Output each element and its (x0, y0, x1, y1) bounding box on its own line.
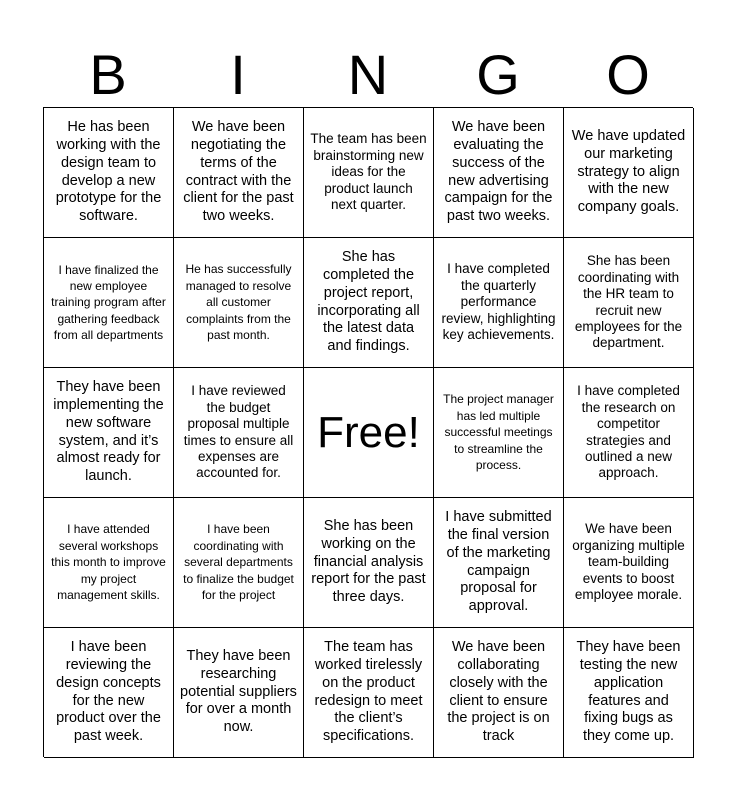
bingo-cell[interactable] (564, 498, 694, 628)
bingo-cell[interactable] (174, 108, 304, 238)
bingo-header (43, 44, 693, 106)
cell-text: They have been testing the new application features and fixing bugs as they come up. (576, 639, 681, 744)
bingo-cell[interactable] (304, 238, 434, 368)
bingo-cell[interactable] (564, 368, 694, 498)
cell-text: They have been researching potential suppliers for over a month now. (180, 648, 297, 736)
header-letter-i: I (230, 43, 246, 106)
cell-text: He has been working with the design team to develop a new prototype for the software. (55, 119, 162, 224)
bingo-cell[interactable] (434, 498, 564, 628)
cell-text: I have completed the research on competitor strategies and outlined a new approach. (577, 383, 680, 481)
cell-text: She has completed the project report, incorporating all the latest data and findings. (317, 249, 420, 354)
bingo-cell[interactable] (174, 238, 304, 368)
bingo-cell[interactable] (564, 628, 694, 758)
bingo-cell[interactable] (174, 628, 304, 758)
cell-text: They have been implementing the new software system, and it’s almost ready for launch. (53, 379, 164, 484)
bingo-cell[interactable] (304, 108, 434, 238)
bingo-cell[interactable] (44, 368, 174, 498)
cell-text: I have submitted the final version of the marketing campaign proposal for approval. (445, 509, 552, 614)
cell-text: She has been coordinating with the HR team to recruit new employees for the department. (574, 253, 683, 351)
cell-text: She has been working on the financial analysis report for the past three days. (311, 518, 426, 606)
bingo-cell[interactable] (304, 628, 434, 758)
header-letter-o: O (606, 43, 650, 106)
bingo-cell[interactable] (44, 628, 174, 758)
cell-text: I have attended several workshops this month to improve my project management skills. (51, 522, 166, 603)
cell-text: We have been evaluating the success of the new advertising campaign for the past two weeks. (444, 119, 553, 224)
cell-text: I have been coordinating with several departments to finalize the budget for the project (183, 522, 294, 603)
bingo-cell[interactable] (564, 108, 694, 238)
bingo-cell[interactable] (304, 498, 434, 628)
bingo-cell[interactable] (174, 498, 304, 628)
bingo-cell[interactable] (434, 368, 564, 498)
cell-text: We have updated our marketing strategy to align with the new company goals. (571, 128, 686, 216)
cell-text: I have reviewed the budget proposal multiple times to ensure all expenses are accounted for. (183, 383, 294, 481)
free-space-label: Free! (317, 407, 420, 457)
bingo-cell[interactable] (44, 108, 174, 238)
bingo-cell[interactable] (564, 238, 694, 368)
cell-text: The project manager has led multiple successful meetings to streamline the process. (443, 392, 554, 473)
bingo-board (43, 107, 693, 757)
bingo-cell[interactable] (434, 628, 564, 758)
cell-text: I have been reviewing the design concepts for the new product over the past week. (56, 639, 161, 744)
cell-text: We have been collaborating closely with the client to ensure the project is on track (447, 639, 550, 744)
cell-text: I have completed the quarterly performance review, highlighting key achievements. (441, 261, 556, 343)
header-letter-g: G (476, 43, 520, 106)
free-space-cell[interactable] (304, 368, 434, 498)
bingo-cell[interactable] (434, 238, 564, 368)
cell-text: The team has been brainstorming new ideas for the product launch next quarter. (310, 131, 427, 213)
header-letter-b: B (89, 43, 127, 106)
cell-text: The team has worked tirelessly on the product redesign to meet the client’s specifications. (314, 639, 423, 744)
header-letter-n: N (347, 43, 389, 106)
cell-text: We have been negotiating the terms of the contract with the client for the past two weeks. (183, 119, 294, 224)
bingo-cell[interactable] (44, 238, 174, 368)
cell-text: I have finalized the new employee training program after gathering feedback from all departments (51, 263, 166, 342)
bingo-cell[interactable] (434, 108, 564, 238)
cell-text: He has successfully managed to resolve all customer complaints from the past month. (185, 262, 292, 343)
cell-text: We have been organizing multiple team-building events to boost employee morale. (572, 521, 685, 603)
bingo-cell[interactable] (174, 368, 304, 498)
bingo-cell[interactable] (44, 498, 174, 628)
